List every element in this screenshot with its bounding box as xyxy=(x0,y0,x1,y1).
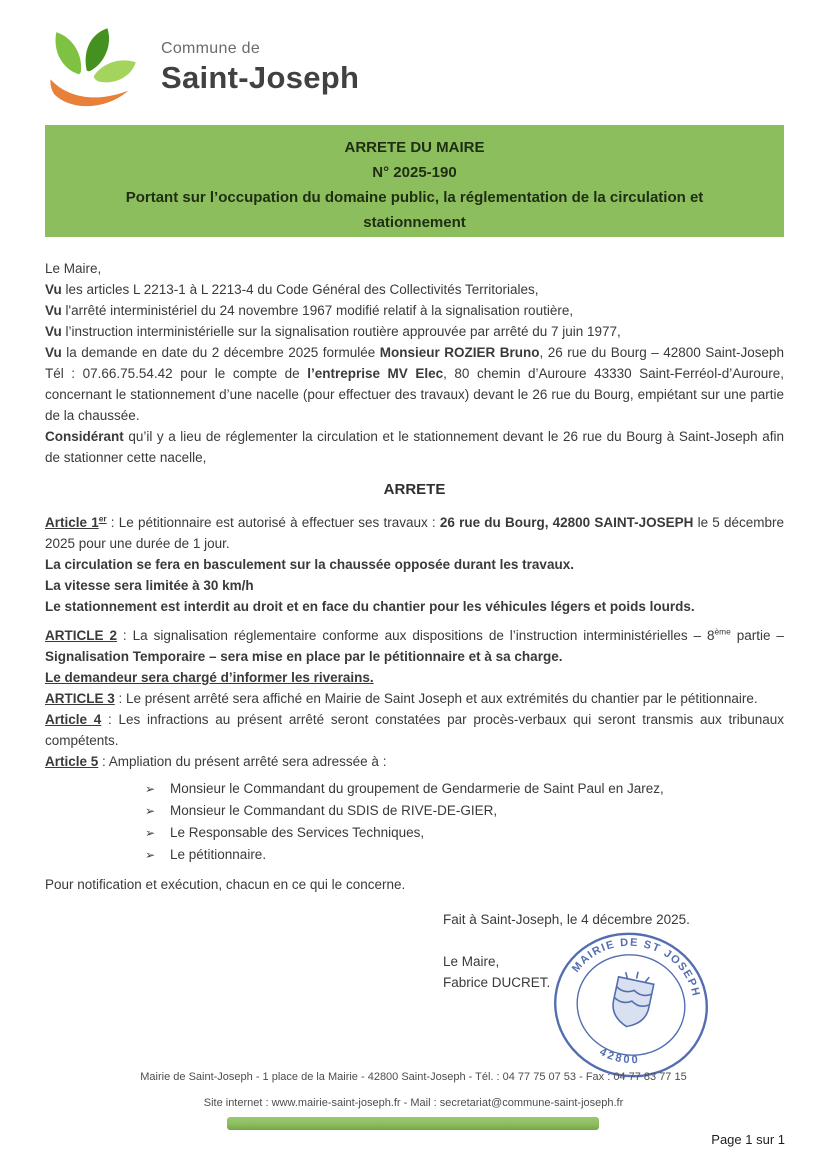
vu-clause-2: Vu l'arrêté interministériel du 24 novembre 1967 modifié relatif à la signalisation routière, xyxy=(45,303,574,318)
recipient-item xyxy=(45,778,784,800)
article-4: Article 4 : Les infractions au présent arrêté seront constatées par procès-verbaux qui seront transmis aux tribunaux compétents. xyxy=(45,712,784,748)
notification-line: Pour notification et exécution, chacun en ce qui le concerne. xyxy=(45,877,406,892)
recipient-item xyxy=(45,822,784,844)
leaves-swoosh-logo-icon xyxy=(45,22,149,114)
banner-number: N° 2025-190 xyxy=(372,164,457,181)
banner-title: ARRETE DU MAIRE xyxy=(344,139,485,156)
recipient-list xyxy=(45,778,784,866)
vu-clause-1: Vu les articles L 2213-1 à L 2213-4 du Code Général des Collectivités Territoriales, xyxy=(45,282,539,297)
arrow-bullet-icon: ➢ xyxy=(145,804,156,818)
stamp-top-text: MAIRIE DE ST JOSEPH xyxy=(569,936,703,999)
recipient-item xyxy=(45,800,784,822)
article-2: ARTICLE 2 : La signalisation réglementaire conforme aux dispositions de l’instruction interministérielles – 8ème partie – Signalisation Temporaire – sera mise en place par le pétitionnaire et à sa charge. xyxy=(45,626,784,664)
svg-text:42800 xyxy=(597,1045,643,1069)
demandeur-notice: Le demandeur sera chargé d’informer les riverains. xyxy=(45,670,374,685)
closing-name: Fabrice DUCRET. xyxy=(443,975,551,990)
closing-place-date: Fait à Saint-Joseph, le 4 décembre 2025. xyxy=(443,912,690,927)
logo-commune-de: Commune de xyxy=(161,40,261,57)
document-body xyxy=(45,258,784,993)
footer-address: Mairie de Saint-Joseph - 1 place de la Mairie - 42800 Saint-Joseph - Tél. : 04 77 75 07 53 - Fax : 04 77 83 77 15 xyxy=(140,1071,687,1083)
article-1-block xyxy=(45,512,784,617)
arrow-bullet-icon: ➢ xyxy=(145,782,156,796)
article-1: Article 1er : Le pétitionnaire est autorisé à effectuer ses travaux : 26 rue du Bourg, 42800 SAINT-JOSEPH le 5 décembre 2025 pour une durée de 1 jour. xyxy=(45,513,785,551)
vu-clause-3: Vu l’instruction interministérielle sur la signalisation routière approuvée par arrêté du 7 juin 1977, xyxy=(45,324,621,339)
logo-saint-joseph: Saint-Joseph xyxy=(161,60,360,95)
article-5: Article 5 : Ampliation du présent arrêté sera adressée à : xyxy=(45,754,387,769)
recipient-text: Le pétitionnaire. xyxy=(170,847,267,862)
banner-subject: Portant sur l’occupation du domaine public, la réglementation de la circulation et stationnement xyxy=(125,189,704,231)
stamp-bottom-text: 42800 xyxy=(597,1046,641,1067)
recipient-text: Monsieur le Commandant du SDIS de RIVE-DE-GIER, xyxy=(170,803,498,818)
closing-role: Le Maire, xyxy=(443,954,500,969)
vu-considerant-block xyxy=(45,279,784,468)
commune-logo xyxy=(45,22,359,114)
page-number: Page 1 sur 1 xyxy=(711,1132,785,1147)
arrow-bullet-icon: ➢ xyxy=(145,848,156,862)
arrete-heading: ARRETE xyxy=(383,481,446,498)
salutation: Le Maire, xyxy=(45,261,102,276)
recipient-text: Le Responsable des Services Techniques, xyxy=(170,825,425,840)
footer-green-bar xyxy=(227,1117,599,1130)
stamp-emblem-icon xyxy=(609,968,656,1030)
footer-website-mail: Site internet : www.mairie-saint-joseph.fr - Mail : secretariat@commune-saint-joseph.fr xyxy=(203,1097,624,1109)
article-1-stationnement: Le stationnement est interdit au droit et en face du chantier pour les véhicules légers et poids lourds. xyxy=(45,599,695,614)
considerant-clause: Considérant qu’il y a lieu de réglementer la circulation et le stationnement devant le 26 rue du Bourg à Saint-Joseph afin de stationner cette nacelle, xyxy=(45,429,784,465)
recipient-text: Monsieur le Commandant du groupement de Gendarmerie de Saint Paul en Jarez, xyxy=(170,781,664,796)
article-3: ARTICLE 3 : Le présent arrêté sera affiché en Mairie de Saint Joseph et aux extrémités du chantier par le pétitionnaire. xyxy=(45,691,758,706)
mairie-stamp xyxy=(536,915,726,1095)
vu-clause-4: Vu la demande en date du 2 décembre 2025 formulée Monsieur ROZIER Bruno, 26 rue du Bourg – 42800 Saint-Joseph Tél : 07.66.75.54.42 pour le compte de l’entreprise MV Elec, 80 chemin d’Auroure 43330 Saint-Ferréol-d’Auroure, concernant le stationnement d’une nacelle (pour effectuer des travaux) devant le 26 rue du Bourg, empiétant sur une partie de la chaussée. xyxy=(45,345,785,423)
article-1-vitesse: La vitesse sera limitée à 30 km/h xyxy=(45,578,254,593)
recipient-item xyxy=(45,844,784,866)
arrow-bullet-icon: ➢ xyxy=(145,826,156,840)
logo-text xyxy=(161,40,359,96)
article-1-circulation: La circulation se fera en basculement sur la chaussée opposée durant les travaux. xyxy=(45,557,574,572)
title-banner xyxy=(45,125,784,237)
